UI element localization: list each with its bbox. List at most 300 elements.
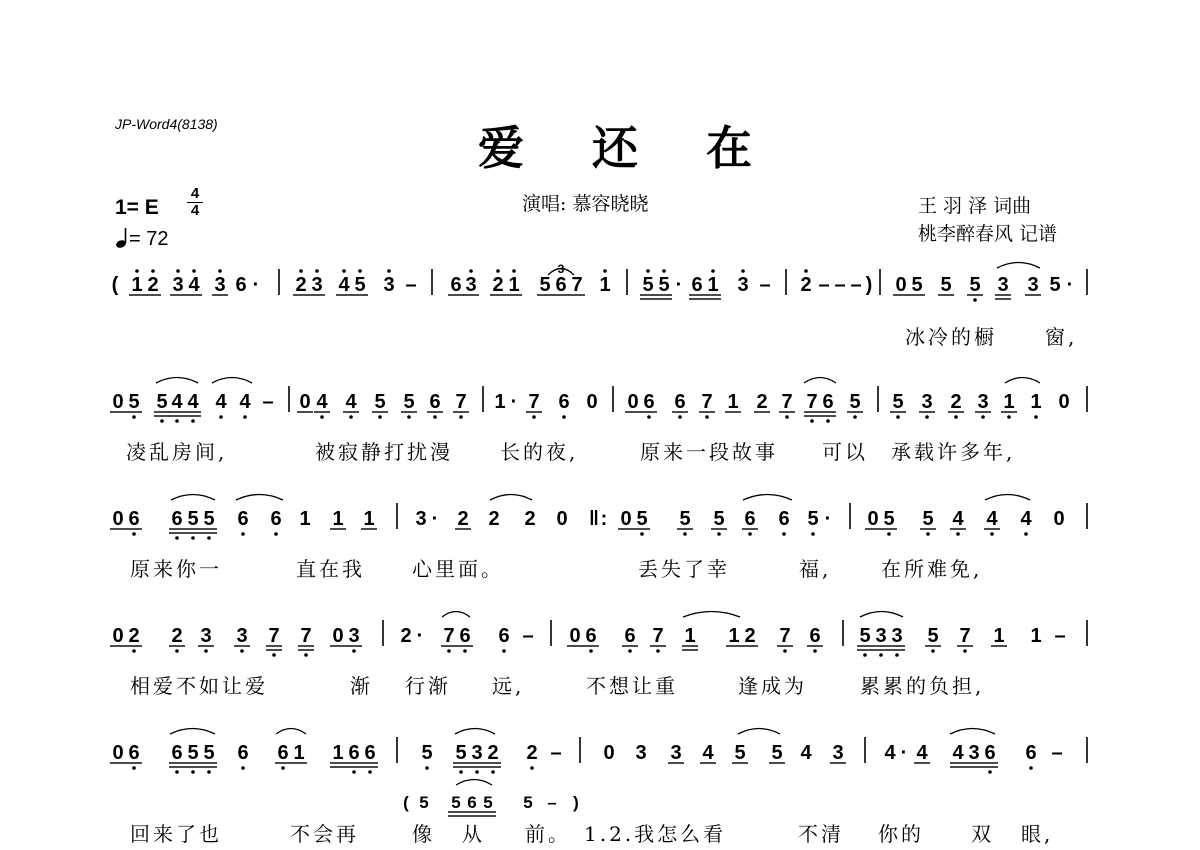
lyric-segment: 长的夜,: [500, 440, 579, 464]
note: 0: [1058, 391, 1070, 413]
note: 6: [270, 508, 282, 530]
note: 6: [237, 508, 249, 530]
note: 0: [586, 391, 598, 413]
note: 5: [354, 274, 366, 296]
note: 4: [187, 391, 199, 413]
low-octave-dot: [956, 532, 960, 536]
note: (: [403, 793, 409, 812]
low-octave-dot: [896, 415, 900, 419]
lyric-segment: 窗,: [1045, 325, 1078, 349]
slur-arc: [860, 612, 903, 618]
low-octave-dot: [628, 649, 632, 653]
note: ·: [900, 742, 908, 764]
note: 1: [508, 274, 520, 296]
note: –: [547, 793, 557, 812]
low-octave-dot: [532, 415, 536, 419]
note: ): [865, 274, 873, 296]
note: 6: [744, 508, 756, 530]
note: –: [405, 274, 417, 296]
note: 2: [488, 508, 500, 530]
low-octave-dot: [240, 649, 244, 653]
high-octave-dot: [151, 269, 155, 273]
note: 5: [849, 391, 861, 413]
note: 4: [884, 742, 896, 764]
note: 3: [1027, 274, 1039, 296]
note: 6: [691, 274, 703, 296]
note: 2: [756, 391, 768, 413]
low-octave-dot: [1024, 532, 1028, 536]
note: 3: [977, 391, 989, 413]
note: 4: [316, 391, 328, 413]
note: 4: [345, 391, 357, 413]
note: 6: [555, 274, 567, 296]
lyric-segment: 相爱不如让爱: [130, 674, 268, 698]
note: 7: [443, 625, 455, 647]
note: 2: [744, 625, 756, 647]
lyric-segment: 你的: [878, 822, 924, 846]
note: 5: [771, 742, 783, 764]
slur-arc: [156, 378, 198, 384]
note: 5: [128, 391, 140, 413]
note: (: [111, 274, 119, 296]
low-octave-dot: [191, 536, 195, 540]
note: –: [818, 274, 830, 296]
note: 7: [701, 391, 713, 413]
note: –: [262, 391, 274, 413]
low-octave-dot: [463, 649, 467, 653]
note: 5: [451, 793, 461, 812]
note: 2: [526, 742, 538, 764]
note: 1: [684, 625, 696, 647]
time-sig-bottom: 4: [190, 202, 200, 219]
note: 3: [383, 274, 395, 296]
note: 1: [363, 508, 375, 530]
high-octave-dot: [646, 269, 650, 273]
note: 2: [492, 274, 504, 296]
lyric-segment: 累累的负担,: [860, 674, 985, 698]
transcriber-credit: 桃李醉春风 记谱: [918, 223, 1058, 245]
slur-arc: [997, 263, 1040, 269]
note: 3: [465, 274, 477, 296]
note: –: [550, 742, 562, 764]
note: 6: [277, 742, 289, 764]
low-octave-dot: [656, 649, 660, 653]
low-octave-dot: [1007, 415, 1011, 419]
high-octave-dot: [603, 269, 607, 273]
low-octave-dot: [352, 649, 356, 653]
note: 3: [471, 742, 483, 764]
slur-arc: [455, 729, 495, 735]
low-octave-dot: [879, 653, 883, 657]
low-octave-dot: [207, 770, 211, 774]
note: 4: [952, 508, 964, 530]
lyric-segment: 心里面。: [412, 557, 504, 581]
note: 6: [498, 625, 510, 647]
low-octave-dot: [925, 415, 929, 419]
note: 0: [1053, 508, 1065, 530]
note: 1: [494, 391, 506, 413]
note: 6: [237, 742, 249, 764]
note: 6: [643, 391, 655, 413]
note: 0: [627, 391, 639, 413]
lyric-segment: 远,: [492, 674, 525, 698]
low-octave-dot: [132, 649, 136, 653]
high-octave-dot: [358, 269, 362, 273]
note: 3: [214, 274, 226, 296]
slur-arc: [171, 495, 215, 501]
note: ·: [252, 274, 260, 296]
note: 6: [1025, 742, 1037, 764]
note: 1: [993, 625, 1005, 647]
note: 2: [147, 274, 159, 296]
lyric-segment: 渐: [350, 674, 373, 698]
note: 7: [781, 391, 793, 413]
note: ·: [824, 508, 832, 530]
low-octave-dot: [717, 532, 721, 536]
note: 5: [927, 625, 939, 647]
low-octave-dot: [349, 415, 353, 419]
low-octave-dot: [132, 532, 136, 536]
note: 7: [806, 391, 818, 413]
note: 5: [419, 793, 429, 812]
note: 5: [374, 391, 386, 413]
note: 6: [364, 742, 376, 764]
note: 5: [807, 508, 819, 530]
slur-arc: [236, 495, 283, 501]
note: 4: [171, 391, 183, 413]
note: :: [600, 508, 608, 530]
note: 1: [332, 508, 344, 530]
note: ·: [1066, 274, 1074, 296]
note: 1: [1030, 391, 1042, 413]
lyric-segment: 凌乱房间,: [126, 440, 228, 464]
note: ‖: [589, 508, 599, 530]
note: 7: [959, 625, 971, 647]
low-octave-dot: [502, 649, 506, 653]
note: 6: [674, 391, 686, 413]
note: 6: [235, 274, 247, 296]
low-octave-dot: [813, 649, 817, 653]
low-octave-dot: [175, 536, 179, 540]
note: –: [1051, 742, 1063, 764]
low-octave-dot: [241, 766, 245, 770]
note: 5: [203, 742, 215, 764]
lyric-segment: 眼,: [1021, 822, 1054, 846]
high-octave-dot: [135, 269, 139, 273]
note: 0: [299, 391, 311, 413]
note: ·: [510, 391, 518, 413]
low-octave-dot: [175, 770, 179, 774]
note: 1: [131, 274, 143, 296]
slur-arc: [985, 495, 1030, 501]
low-octave-dot: [368, 770, 372, 774]
note: 5: [940, 274, 952, 296]
note: 6: [624, 625, 636, 647]
slur-arc: [490, 495, 532, 501]
software-label: JP-Word4(8138): [115, 116, 218, 132]
note: 0: [569, 625, 581, 647]
note: 0: [112, 625, 124, 647]
note: 3: [891, 625, 903, 647]
note: 3: [200, 625, 212, 647]
high-octave-dot: [496, 269, 500, 273]
note: ·: [675, 274, 683, 296]
note: 6: [467, 793, 477, 812]
note: 6: [809, 625, 821, 647]
note: 5: [187, 508, 199, 530]
lyric-segment: 双: [971, 822, 994, 846]
note: 5: [203, 508, 215, 530]
low-octave-dot: [853, 415, 857, 419]
high-octave-dot: [342, 269, 346, 273]
note: 5: [658, 274, 670, 296]
low-octave-dot: [204, 649, 208, 653]
note: 2: [800, 274, 812, 296]
note: 5: [403, 391, 415, 413]
key-label: 1= E: [115, 196, 159, 219]
low-octave-dot: [459, 770, 463, 774]
low-octave-dot: [475, 770, 479, 774]
note: 5: [734, 742, 746, 764]
lyric-segment: 被寂静打扰漫: [315, 440, 453, 464]
low-octave-dot: [241, 532, 245, 536]
note: 3: [236, 625, 248, 647]
note: 5: [642, 274, 654, 296]
slur-arc: [170, 729, 215, 735]
lyric-segment: 在所难免,: [881, 557, 983, 581]
low-octave-dot: [963, 649, 967, 653]
low-octave-dot: [981, 415, 985, 419]
low-octave-dot: [132, 415, 136, 419]
lyric-segment: 原来一段故事: [640, 440, 778, 464]
low-octave-dot: [678, 415, 682, 419]
note: 5: [679, 508, 691, 530]
high-octave-dot: [512, 269, 516, 273]
lyric-segment: 前。: [525, 822, 571, 846]
note: 4: [800, 742, 812, 764]
note: 6: [984, 742, 996, 764]
lyric-segment: 原来你一: [130, 557, 222, 581]
lyric-segment: 可以: [822, 440, 868, 464]
high-octave-dot: [469, 269, 473, 273]
note: 6: [171, 508, 183, 530]
note: –: [522, 625, 534, 647]
low-octave-dot: [926, 532, 930, 536]
note: 7: [455, 391, 467, 413]
note: 5: [156, 391, 168, 413]
note: –: [850, 274, 862, 296]
lyric-segment: 不想让重: [586, 674, 678, 698]
low-octave-dot: [647, 415, 651, 419]
low-octave-dot: [782, 532, 786, 536]
note: 7: [571, 274, 583, 296]
note: 4: [702, 742, 714, 764]
note: 5: [455, 742, 467, 764]
note: 2: [128, 625, 140, 647]
high-octave-dot: [315, 269, 319, 273]
note: 4: [1020, 508, 1032, 530]
note: 0: [332, 625, 344, 647]
low-octave-dot: [433, 415, 437, 419]
low-octave-dot: [219, 415, 223, 419]
note: 6: [822, 391, 834, 413]
lyric-segment: 不会再: [290, 822, 359, 846]
lyric-segment: 丢失了幸: [638, 557, 730, 581]
note: 3: [921, 391, 933, 413]
note: 3: [832, 742, 844, 764]
note: 1: [707, 274, 719, 296]
note: 4: [338, 274, 350, 296]
low-octave-dot: [281, 766, 285, 770]
note: 4: [986, 508, 998, 530]
low-octave-dot: [589, 649, 593, 653]
note: 7: [652, 625, 664, 647]
note: 0: [112, 391, 124, 413]
low-octave-dot: [973, 298, 977, 302]
lyric-segment: 承载许多年,: [891, 440, 1016, 464]
lyric-segment: 不清: [798, 822, 844, 846]
slur-arc: [683, 612, 740, 618]
note: 0: [603, 742, 615, 764]
low-octave-dot: [175, 649, 179, 653]
low-octave-dot: [175, 419, 179, 423]
note: 1: [1003, 391, 1015, 413]
note: 6: [585, 625, 597, 647]
lyric-segment: 回来了也: [130, 822, 222, 846]
low-octave-dot: [352, 770, 356, 774]
slur-arc: [276, 729, 306, 735]
note: 6: [459, 625, 471, 647]
high-octave-dot: [387, 269, 391, 273]
note: 2: [524, 508, 536, 530]
note: 3: [311, 274, 323, 296]
low-octave-dot: [160, 419, 164, 423]
high-octave-dot: [218, 269, 222, 273]
note: 0: [556, 508, 568, 530]
note: 5: [911, 274, 923, 296]
high-octave-dot: [804, 269, 808, 273]
note: 5: [421, 742, 433, 764]
note: 3: [737, 274, 749, 296]
note: 4: [215, 391, 227, 413]
low-octave-dot: [990, 532, 994, 536]
triplet-number: 3: [557, 262, 565, 276]
slur-arc: [212, 378, 252, 384]
lyric-segment: 逢成为: [738, 674, 807, 698]
low-octave-dot: [1029, 766, 1033, 770]
lyric-segment: 1.2.我怎么看: [584, 822, 727, 846]
low-octave-dot: [272, 653, 276, 657]
note: 1: [332, 742, 344, 764]
high-octave-dot: [176, 269, 180, 273]
note: 7: [268, 625, 280, 647]
note: 2: [457, 508, 469, 530]
note: –: [759, 274, 771, 296]
singer-credit: 演唱: 慕容晓晓: [522, 193, 649, 215]
low-octave-dot: [191, 419, 195, 423]
lyric-segment: 直在我: [296, 557, 365, 581]
note: 3: [968, 742, 980, 764]
low-octave-dot: [207, 536, 211, 540]
low-octave-dot: [459, 415, 463, 419]
low-octave-dot: [1034, 415, 1038, 419]
note: 5: [636, 508, 648, 530]
low-octave-dot: [320, 415, 324, 419]
slur-arc: [442, 612, 470, 618]
note: 5: [187, 742, 199, 764]
low-octave-dot: [491, 770, 495, 774]
note: 3: [172, 274, 184, 296]
high-octave-dot: [299, 269, 303, 273]
low-octave-dot: [826, 419, 830, 423]
note: 5: [523, 793, 533, 812]
high-octave-dot: [662, 269, 666, 273]
note: 6: [171, 742, 183, 764]
note: 5: [969, 274, 981, 296]
note: 5: [922, 508, 934, 530]
note: 1: [728, 625, 740, 647]
note: –: [834, 274, 846, 296]
low-octave-dot: [931, 649, 935, 653]
slur-arc: [804, 378, 836, 384]
high-octave-dot: [711, 269, 715, 273]
slur-arc: [456, 780, 492, 786]
note: –: [1054, 625, 1066, 647]
note: ·: [431, 508, 439, 530]
note: 0: [867, 508, 879, 530]
low-octave-dot: [243, 415, 247, 419]
low-octave-dot: [530, 766, 534, 770]
note: 0: [620, 508, 632, 530]
note: 1: [599, 274, 611, 296]
note: 5: [883, 508, 895, 530]
low-octave-dot: [783, 649, 787, 653]
low-octave-dot: [705, 415, 709, 419]
note: 6: [429, 391, 441, 413]
note: 7: [300, 625, 312, 647]
note: 3: [415, 508, 427, 530]
low-octave-dot: [785, 415, 789, 419]
low-octave-dot: [811, 532, 815, 536]
note: 6: [128, 742, 140, 764]
low-octave-dot: [562, 415, 566, 419]
note: 3: [875, 625, 887, 647]
note: 3: [348, 625, 360, 647]
note: ·: [416, 625, 424, 647]
low-octave-dot: [191, 770, 195, 774]
low-octave-dot: [132, 766, 136, 770]
song-title: 爱 还 在: [478, 121, 779, 175]
note: 6: [558, 391, 570, 413]
low-octave-dot: [683, 532, 687, 536]
note: 1: [293, 742, 305, 764]
note: 6: [450, 274, 462, 296]
lyric-segment: 像: [412, 822, 435, 846]
low-octave-dot: [863, 653, 867, 657]
low-octave-dot: [425, 766, 429, 770]
note: 2: [295, 274, 307, 296]
tempo-value: = 72: [129, 228, 169, 250]
lyric-segment: 从: [462, 822, 485, 846]
note: 3: [670, 742, 682, 764]
lyric-segment: 行渐: [405, 674, 451, 698]
note: 4: [239, 391, 251, 413]
low-octave-dot: [748, 532, 752, 536]
high-octave-dot: [741, 269, 745, 273]
note: 2: [950, 391, 962, 413]
note: 3: [997, 274, 1009, 296]
slur-arc: [1005, 378, 1040, 384]
